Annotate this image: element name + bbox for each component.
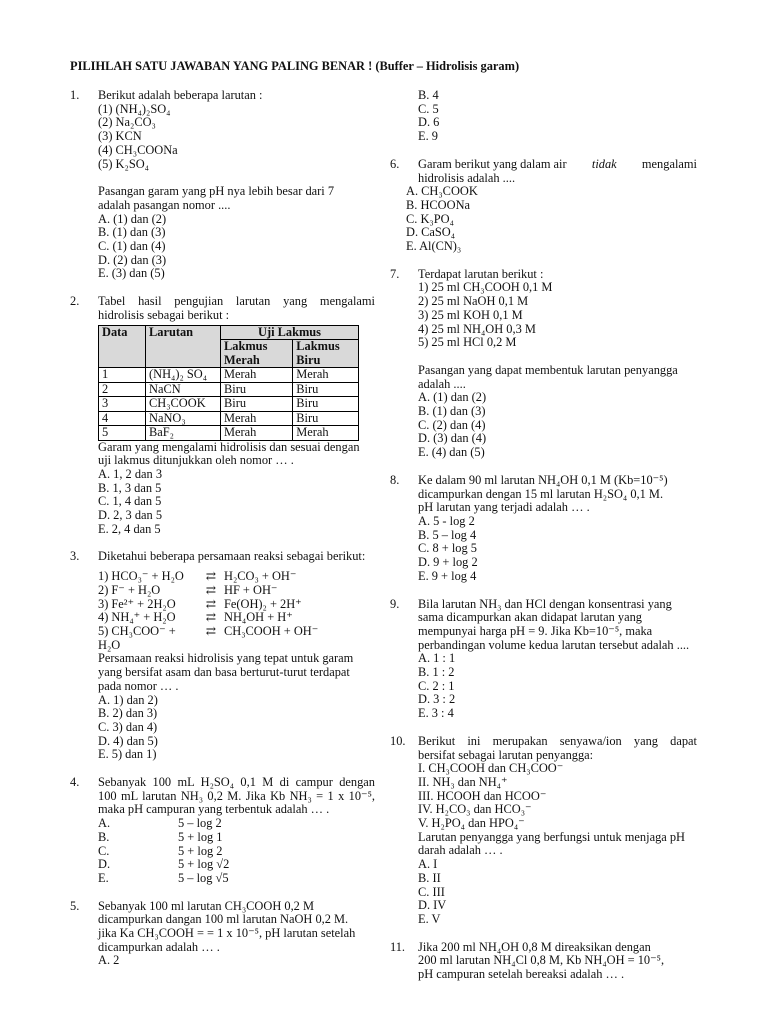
- question-stem: dicampurkan dengan 15 ml larutan H₂SO₄ 0,1 M.: [418, 486, 664, 501]
- question-stem: Larutan penyangga yang berfungsi untuk menjaga pH: [418, 829, 686, 844]
- table-row: [99, 426, 359, 441]
- answer-option[interactable]: A. 1, 2 dan 3: [98, 466, 163, 481]
- option-letter: B.: [98, 829, 110, 844]
- answer-option[interactable]: D. (3) dan (4): [418, 431, 487, 446]
- table-row: [99, 368, 359, 383]
- question-stem: hidrolisis sebagai berikut :: [98, 307, 230, 322]
- question-9: [390, 598, 697, 721]
- answer-option[interactable]: [98, 872, 375, 886]
- option-text: 5 – log √5: [178, 870, 229, 885]
- table-cell: Merah: [221, 411, 293, 426]
- reaction-row: [98, 598, 375, 612]
- answer-option[interactable]: B. (1) dan (3): [418, 404, 486, 419]
- answer-option[interactable]: A. 2: [98, 953, 120, 968]
- question-5-continued: [390, 89, 697, 144]
- question-stem: pada nomor … .: [98, 678, 179, 693]
- question-number: 11.: [390, 939, 406, 954]
- reaction-right: HF + OH⁻: [224, 582, 278, 597]
- question-number: 7.: [390, 266, 400, 281]
- question-stem: Garam yang mengalami hidrolisis dan sesuai dengan: [98, 439, 360, 454]
- answer-option[interactable]: D. 6: [418, 115, 440, 130]
- left-column: [70, 89, 375, 968]
- answer-option[interactable]: D. 3 : 2: [418, 692, 456, 707]
- answer-option[interactable]: E. 9 + log 4: [418, 568, 477, 583]
- reaction-right: H₂CO₃ + OH⁻: [224, 569, 297, 584]
- list-item: (1) (NH₄)₂SO₄: [98, 101, 171, 116]
- table-cell: 5: [99, 426, 146, 441]
- answer-option[interactable]: B. II: [418, 870, 441, 885]
- option-letter: C.: [98, 843, 110, 858]
- list-item: 4) 25 ml NH₄OH 0,3 M: [418, 321, 536, 336]
- answer-option[interactable]: [98, 858, 375, 872]
- question-stem: Tabel hasil pengujian larutan yang mengalami: [98, 294, 375, 309]
- option-text: 5 + log 1: [178, 829, 223, 844]
- question-stem: Persamaan reaksi hidrolisis yang tepat untuk garam: [98, 651, 354, 666]
- question-6: [390, 158, 697, 254]
- table-cell: BaF₂: [146, 426, 221, 441]
- answer-option[interactable]: E. 2, 4 dan 5: [98, 521, 161, 536]
- equilibrium-arrow-icon: ⇄: [205, 569, 217, 584]
- answer-option[interactable]: E. Al(CN)₃: [406, 239, 462, 254]
- question-stem: sama dicampurkan akan didapat larutan yang: [418, 610, 642, 625]
- question-number: 10.: [390, 733, 406, 748]
- table-cell: Biru: [293, 411, 359, 426]
- stem-text: Garam berikut yang dalam air: [418, 156, 567, 171]
- question-number: 6.: [390, 156, 400, 171]
- answer-option[interactable]: E. V: [418, 911, 441, 926]
- question-11: [390, 941, 697, 982]
- question-1: [70, 89, 375, 281]
- question-stem: 200 ml larutan NH₄Cl 0,8 M, Kb NH₄OH = 10⁻⁵,: [418, 953, 665, 968]
- answer-option[interactable]: C. 1, 4 dan 5: [98, 494, 162, 509]
- answer-option[interactable]: E. 3 : 4: [418, 706, 454, 721]
- answer-option[interactable]: D. CaSO₄: [406, 225, 456, 240]
- question-stem: Pasangan yang dapat membentuk larutan penyangga: [418, 362, 678, 377]
- question-stem: pH campuran setelah bereaksi adalah … .: [418, 967, 625, 982]
- answer-option[interactable]: D. 4) dan 5): [98, 733, 158, 748]
- equilibrium-arrow-icon: ⇄: [205, 582, 217, 597]
- question-stem: dicampurkan adalah … .: [98, 939, 220, 954]
- question-4: [70, 776, 375, 886]
- table-row: [99, 411, 359, 426]
- list-item: 2) 25 ml NaOH 0,1 M: [418, 294, 529, 309]
- question-number: 9.: [390, 596, 400, 611]
- question-stem: mempunyai harga pH = 9. Jika Kb=10⁻⁵, maka: [418, 623, 653, 638]
- table-cell: 3: [99, 397, 146, 412]
- question-8: [390, 474, 697, 584]
- table-cell: NaCN: [146, 382, 221, 397]
- table-cell: CH₃COOK: [146, 397, 221, 412]
- list-item: V. H₂PO₄ dan HPO₄⁻: [418, 816, 525, 831]
- option-text: 5 + log √2: [178, 857, 230, 872]
- list-item: (3) KCN: [98, 129, 142, 144]
- question-7: [390, 268, 697, 460]
- question-stem: adalah pasangan nomor ....: [98, 197, 231, 212]
- table-cell: Merah: [293, 426, 359, 441]
- answer-option[interactable]: B. (1) dan (3): [98, 225, 166, 240]
- question-5: [70, 900, 375, 969]
- table-header: Data: [99, 325, 146, 368]
- reaction-right: Fe(OH)₂ + 2H⁺: [224, 596, 302, 611]
- answer-option[interactable]: C. (2) dan (4): [418, 417, 486, 432]
- question-2: [70, 295, 375, 536]
- option-letter: E.: [98, 870, 109, 885]
- question-stem: Jika 200 ml NH₄OH 0,8 M direaksikan dengan: [418, 939, 651, 954]
- equilibrium-arrow-icon: ⇄: [205, 623, 217, 638]
- option-letter: A.: [98, 816, 111, 831]
- question-stem: darah adalah … .: [418, 843, 503, 858]
- table-cell: Biru: [221, 397, 293, 412]
- question-stem: dicampurkan dangan 100 ml larutan NaOH 0,2 M.: [98, 912, 349, 927]
- answer-option[interactable]: E. (4) dan (5): [418, 445, 485, 460]
- answer-option[interactable]: A. I: [418, 857, 438, 872]
- question-stem: uji lakmus ditunjukkan oleh nomor … .: [98, 453, 294, 468]
- reaction-left: 2) F⁻ + H₂O: [98, 582, 161, 597]
- table-cell: 4: [99, 411, 146, 426]
- table-cell: Biru: [221, 382, 293, 397]
- option-text: 5 + log 2: [178, 843, 223, 858]
- question-number: 2.: [70, 294, 80, 309]
- table-cell: 1: [99, 368, 146, 383]
- answer-option[interactable]: C. III: [418, 884, 445, 899]
- list-item: (2) Na₂CO₃: [98, 115, 156, 130]
- question-10: [390, 735, 697, 927]
- reaction-row: [98, 584, 375, 598]
- reaction-left: 3) Fe²⁺ + 2H₂O: [98, 596, 176, 611]
- table-cell: (NH₄)₂ SO₄: [146, 368, 221, 383]
- question-stem: jika Ka CH₃COOH = = 1 x 10⁻⁵, pH larutan setelah: [98, 926, 356, 941]
- reaction-right: NH₄OH + H⁺: [224, 610, 293, 625]
- table-cell: Merah: [221, 426, 293, 441]
- table-header: Lakmus Merah: [221, 340, 293, 368]
- table-cell: Merah: [293, 368, 359, 383]
- answer-option[interactable]: B. 4: [418, 88, 439, 102]
- answer-option[interactable]: [98, 845, 375, 859]
- answer-option[interactable]: A. (1) dan (2): [418, 390, 487, 405]
- answer-option[interactable]: D. 2, 3 dan 5: [98, 508, 163, 523]
- answer-option[interactable]: B. 1 : 2: [418, 665, 455, 680]
- question-stem: [418, 158, 697, 172]
- question-number: 4.: [70, 775, 80, 790]
- reaction-row: [98, 625, 375, 652]
- equilibrium-arrow-icon: ⇄: [205, 610, 217, 625]
- stem-text: mengalami: [641, 156, 697, 171]
- question-stem: hidrolisis adalah ....: [418, 170, 516, 185]
- question-number: 5.: [70, 898, 80, 913]
- reaction-row: [98, 611, 375, 625]
- list-item: 3) 25 ml KOH 0,1 M: [418, 307, 523, 322]
- litmus-table: [98, 325, 359, 441]
- answer-option[interactable]: D. 9 + log 2: [418, 555, 478, 570]
- list-item: (4) CH₃COONa: [98, 142, 178, 157]
- reaction-left: 5) CH₃COO⁻ + H₂O: [98, 623, 176, 652]
- answer-option[interactable]: E. 9: [418, 129, 438, 144]
- page-title: PILIHLAH SATU JAWABAN YANG PALING BENAR ! (Buffer – Hidrolisis garam): [70, 59, 520, 73]
- reaction-left: 4) NH₄⁺ + H₂O: [98, 610, 176, 625]
- table-cell: NaNO₃: [146, 411, 221, 426]
- question-stem: bersifat sebagai larutan penyangga:: [418, 747, 594, 762]
- question-number: 1.: [70, 88, 80, 102]
- list-item: I. CH₃COOH dan CH₃COO⁻: [418, 761, 564, 776]
- table-header: Lakmus Biru: [293, 340, 359, 368]
- answer-option[interactable]: B. 1, 3 dan 5: [98, 480, 162, 495]
- question-stem: Berikut ini merupakan senyawa/ion yang dapat: [418, 733, 697, 748]
- question-stem: adalah ....: [418, 376, 466, 391]
- question-stem: Diketahui beberapa persamaan reaksi sebagai berikut:: [98, 549, 366, 564]
- question-stem: Pasangan garam yang pH nya lebih besar dari 7: [98, 184, 335, 199]
- question-3: [70, 550, 375, 762]
- answer-option[interactable]: [98, 817, 375, 831]
- reaction-right: CH₃COOH + OH⁻: [224, 623, 319, 638]
- answer-option[interactable]: A. 5 - log 2: [418, 513, 475, 528]
- answer-option[interactable]: E. (3) dan (5): [98, 266, 165, 281]
- question-stem: maka pH campuran yang terbentuk adalah … .: [98, 802, 330, 817]
- question-stem: Terdapat larutan berikut :: [418, 266, 544, 281]
- question-stem: pH larutan yang terjadi adalah … .: [418, 500, 590, 515]
- question-stem: yang bersifat asam dan basa berturut-turut terdapat: [98, 665, 350, 680]
- answer-option[interactable]: D. IV: [418, 898, 447, 913]
- table-cell: Biru: [293, 382, 359, 397]
- table-cell: 2: [99, 382, 146, 397]
- table-cell: Biru: [293, 397, 359, 412]
- list-item: (5) K₂SO₄: [98, 156, 149, 171]
- question-number: 3.: [70, 549, 80, 564]
- answer-option[interactable]: B. 2) dan 3): [98, 706, 158, 721]
- table-row: [99, 382, 359, 397]
- question-stem: Sebanyak 100 ml larutan CH₃COOH 0,2 M: [98, 898, 314, 913]
- table-header: Uji Lakmus: [221, 325, 359, 340]
- answer-option[interactable]: C. 3) dan 4): [98, 719, 158, 734]
- question-stem: 100 mL larutan NH₃ 0,2 M. Jika Kb NH₃ = 1 x 10⁻⁵,: [98, 788, 375, 803]
- list-item: III. HCOOH dan HCOO⁻: [418, 788, 547, 803]
- right-column: [390, 89, 697, 982]
- question-stem: Bila larutan NH₃ dan HCl dengan konsentrasi yang: [418, 596, 672, 611]
- emphasis-text: tidak: [591, 156, 617, 171]
- answer-option[interactable]: D. (2) dan (3): [98, 252, 167, 267]
- question-stem: Sebanyak 100 mL H₂SO₄ 0,1 M di campur dengan: [98, 775, 375, 790]
- answer-option[interactable]: C. 2 : 1: [418, 678, 455, 693]
- answer-option[interactable]: C. (1) dan (4): [98, 239, 166, 254]
- answer-option[interactable]: C. 8 + log 5: [418, 541, 477, 556]
- list-item: II. NH₃ dan NH₄⁺: [418, 774, 508, 789]
- answer-option[interactable]: E. 5) dan 1): [98, 747, 157, 762]
- answer-option[interactable]: B. 5 – log 4: [418, 527, 477, 542]
- reaction-row: [98, 570, 375, 584]
- question-number: 8.: [390, 472, 400, 487]
- equilibrium-arrow-icon: ⇄: [205, 596, 217, 611]
- answer-option[interactable]: C. 5: [418, 101, 439, 116]
- answer-option[interactable]: A. CH₃COOK: [406, 184, 478, 199]
- answer-option[interactable]: [98, 831, 375, 845]
- table-header: Larutan: [146, 325, 221, 368]
- option-letter: D.: [98, 857, 111, 872]
- answer-option[interactable]: A. 1) dan 2): [98, 692, 158, 707]
- list-item: 5) 25 ml HCl 0,2 M: [418, 335, 517, 350]
- answer-option[interactable]: A. (1) dan (2): [98, 211, 167, 226]
- question-stem: Ke dalam 90 ml larutan NH₄OH 0,1 M (Kb=10⁻⁵): [418, 472, 668, 487]
- table-cell: Merah: [221, 368, 293, 383]
- question-stem: Berikut adalah beberapa larutan :: [98, 88, 263, 102]
- list-item: 1) 25 ml CH₃COOH 0,1 M: [418, 280, 553, 295]
- answer-option[interactable]: A. 1 : 1: [418, 651, 456, 666]
- option-text: 5 – log 2: [178, 816, 222, 831]
- question-stem: perbandingan volume kedua larutan tersebut adalah ....: [418, 637, 690, 652]
- answer-option[interactable]: B. HCOONa: [406, 197, 471, 212]
- list-item: IV. H₂CO₃ dan HCO₃⁻: [418, 802, 532, 817]
- table-row: [99, 397, 359, 412]
- reaction-left: 1) HCO₃⁻ + H₂O: [98, 569, 184, 584]
- answer-option[interactable]: C. K₃PO₄: [406, 211, 454, 226]
